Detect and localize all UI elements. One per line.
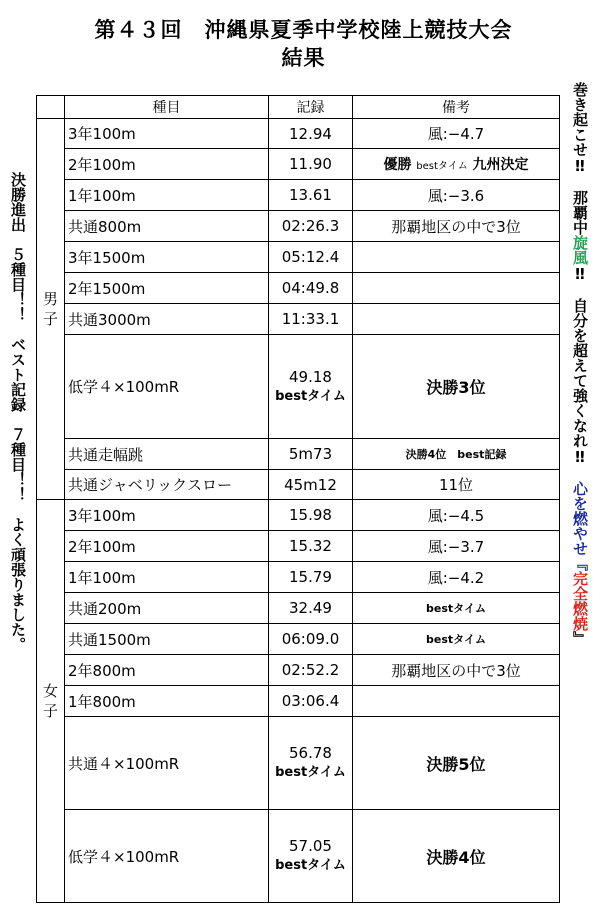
record-cell: 15.32 [269, 531, 353, 562]
record-cell: 04:49.8 [269, 273, 353, 304]
table-row [37, 686, 560, 717]
record-cell: 06:09.0 [269, 624, 353, 655]
note-cell: 風:−3.6 [353, 180, 560, 211]
note-win: 優勝 [383, 157, 412, 173]
note-cell: 風:−4.5 [353, 500, 560, 531]
header-event: 種目 [65, 96, 269, 119]
record-cell: 32.49 [269, 593, 353, 624]
note-cell [353, 149, 560, 180]
slogan-part-3: ‼ 自分を超えて強くなれ‼ [571, 265, 589, 481]
record-cell: 12.94 [269, 119, 353, 149]
event-cell: 2年1500m [65, 273, 269, 304]
page-title: 第４３回 沖縄県夏季中学校陸上競技大会 [94, 18, 513, 42]
event-cell: 低学４×100mR [65, 810, 269, 903]
table-header-row [37, 96, 560, 119]
note-cell: 決勝4位 [353, 810, 560, 903]
note-cell: 決勝3位 [353, 335, 560, 439]
note-cell: 11位 [353, 470, 560, 500]
table-row [37, 470, 560, 500]
note-cell: 風:−4.7 [353, 119, 560, 149]
note-cell: bestタイム [353, 593, 560, 624]
record-best-label: bestタイム [275, 858, 346, 873]
female-label: 女 子 [37, 500, 65, 903]
record-cell: 45m12 [269, 470, 353, 500]
event-cell: 3年100m [65, 500, 269, 531]
note-cell [353, 304, 560, 335]
record-cell: 15.98 [269, 500, 353, 531]
note-cell: 決勝5位 [353, 717, 560, 810]
table-row [37, 242, 560, 273]
note-cell: 決勝4位 best記録 [353, 439, 560, 470]
event-cell: 3年1500m [65, 242, 269, 273]
table-row [37, 119, 560, 149]
table-row [37, 810, 560, 903]
table-row [37, 531, 560, 562]
record-cell: 11:33.1 [269, 304, 353, 335]
slogan-part-5: 完全燃焼 [571, 571, 589, 631]
results-table [36, 95, 560, 903]
note-cell: bestタイム [353, 624, 560, 655]
male-label: 男 子 [37, 119, 65, 500]
note-cell: 風:−3.7 [353, 531, 560, 562]
event-cell: 共通800m [65, 211, 269, 242]
table-row [37, 273, 560, 304]
table-row [37, 593, 560, 624]
record-cell: 5m73 [269, 439, 353, 470]
note-cell [353, 686, 560, 717]
table-row [37, 335, 560, 439]
event-cell: 共通ジャベリックスロー [65, 470, 269, 500]
slogan-part-6: 』 [571, 631, 589, 646]
left-side-caption: 決勝進出 ５種目！！ ベスト記録 ７種目！！ よく頑張りました。 [9, 172, 27, 652]
table-row [37, 500, 560, 531]
record-cell [269, 335, 353, 439]
record-cell: 11.90 [269, 149, 353, 180]
note-cell: 風:−4.2 [353, 562, 560, 593]
record-cell: 15.79 [269, 562, 353, 593]
note-kyushu: 九州決定 [472, 157, 529, 173]
event-cell: 3年100m [65, 119, 269, 149]
note-cell [353, 242, 560, 273]
note-cell: 那覇地区の中で3位 [353, 211, 560, 242]
record-cell: 02:26.3 [269, 211, 353, 242]
event-cell: 低学４×100mR [65, 335, 269, 439]
table-row [37, 304, 560, 335]
note-cell: 那覇地区の中で3位 [353, 655, 560, 686]
header-note: 備考 [353, 96, 560, 119]
page-subtitle: 結果 [281, 46, 326, 70]
event-cell: 共通走幅跳 [65, 439, 269, 470]
event-cell: 共通1500m [65, 624, 269, 655]
event-cell: 共通3000m [65, 304, 269, 335]
right-side-slogan [570, 82, 589, 646]
slogan-part-4: 心を燃やせ『 [571, 481, 589, 571]
record-cell: 03:06.4 [269, 686, 353, 717]
header-blank [37, 96, 65, 119]
note-cell [353, 273, 560, 304]
table-row [37, 439, 560, 470]
record-value: 56.78 [289, 744, 332, 762]
event-cell: 共通４×100mR [65, 717, 269, 810]
event-cell: 2年100m [65, 149, 269, 180]
record-cell: 13.61 [269, 180, 353, 211]
record-cell [269, 810, 353, 903]
record-best-label: bestタイム [275, 765, 346, 780]
event-cell: 2年100m [65, 531, 269, 562]
event-cell: 1年100m [65, 562, 269, 593]
record-value: 49.18 [289, 367, 332, 386]
event-cell: 2年800m [65, 655, 269, 686]
record-value: 57.05 [289, 837, 332, 855]
slogan-part-1: 巻き起こせ‼ 那覇中 [571, 82, 589, 235]
record-cell [269, 717, 353, 810]
table-row [37, 624, 560, 655]
event-cell: 1年800m [65, 686, 269, 717]
slogan-part-2: 旋風 [571, 235, 589, 265]
note-best: bestタイム [416, 161, 468, 172]
table-row [37, 180, 560, 211]
table-row [37, 149, 560, 180]
header-record: 記録 [269, 96, 353, 119]
record-cell: 02:52.2 [269, 655, 353, 686]
table-row [37, 562, 560, 593]
event-cell: 共通200m [65, 593, 269, 624]
table-row [37, 655, 560, 686]
table-row [37, 717, 560, 810]
table-row [37, 211, 560, 242]
event-cell: 1年100m [65, 180, 269, 211]
record-cell: 05:12.4 [269, 242, 353, 273]
record-best-label: bestタイム [275, 388, 346, 404]
